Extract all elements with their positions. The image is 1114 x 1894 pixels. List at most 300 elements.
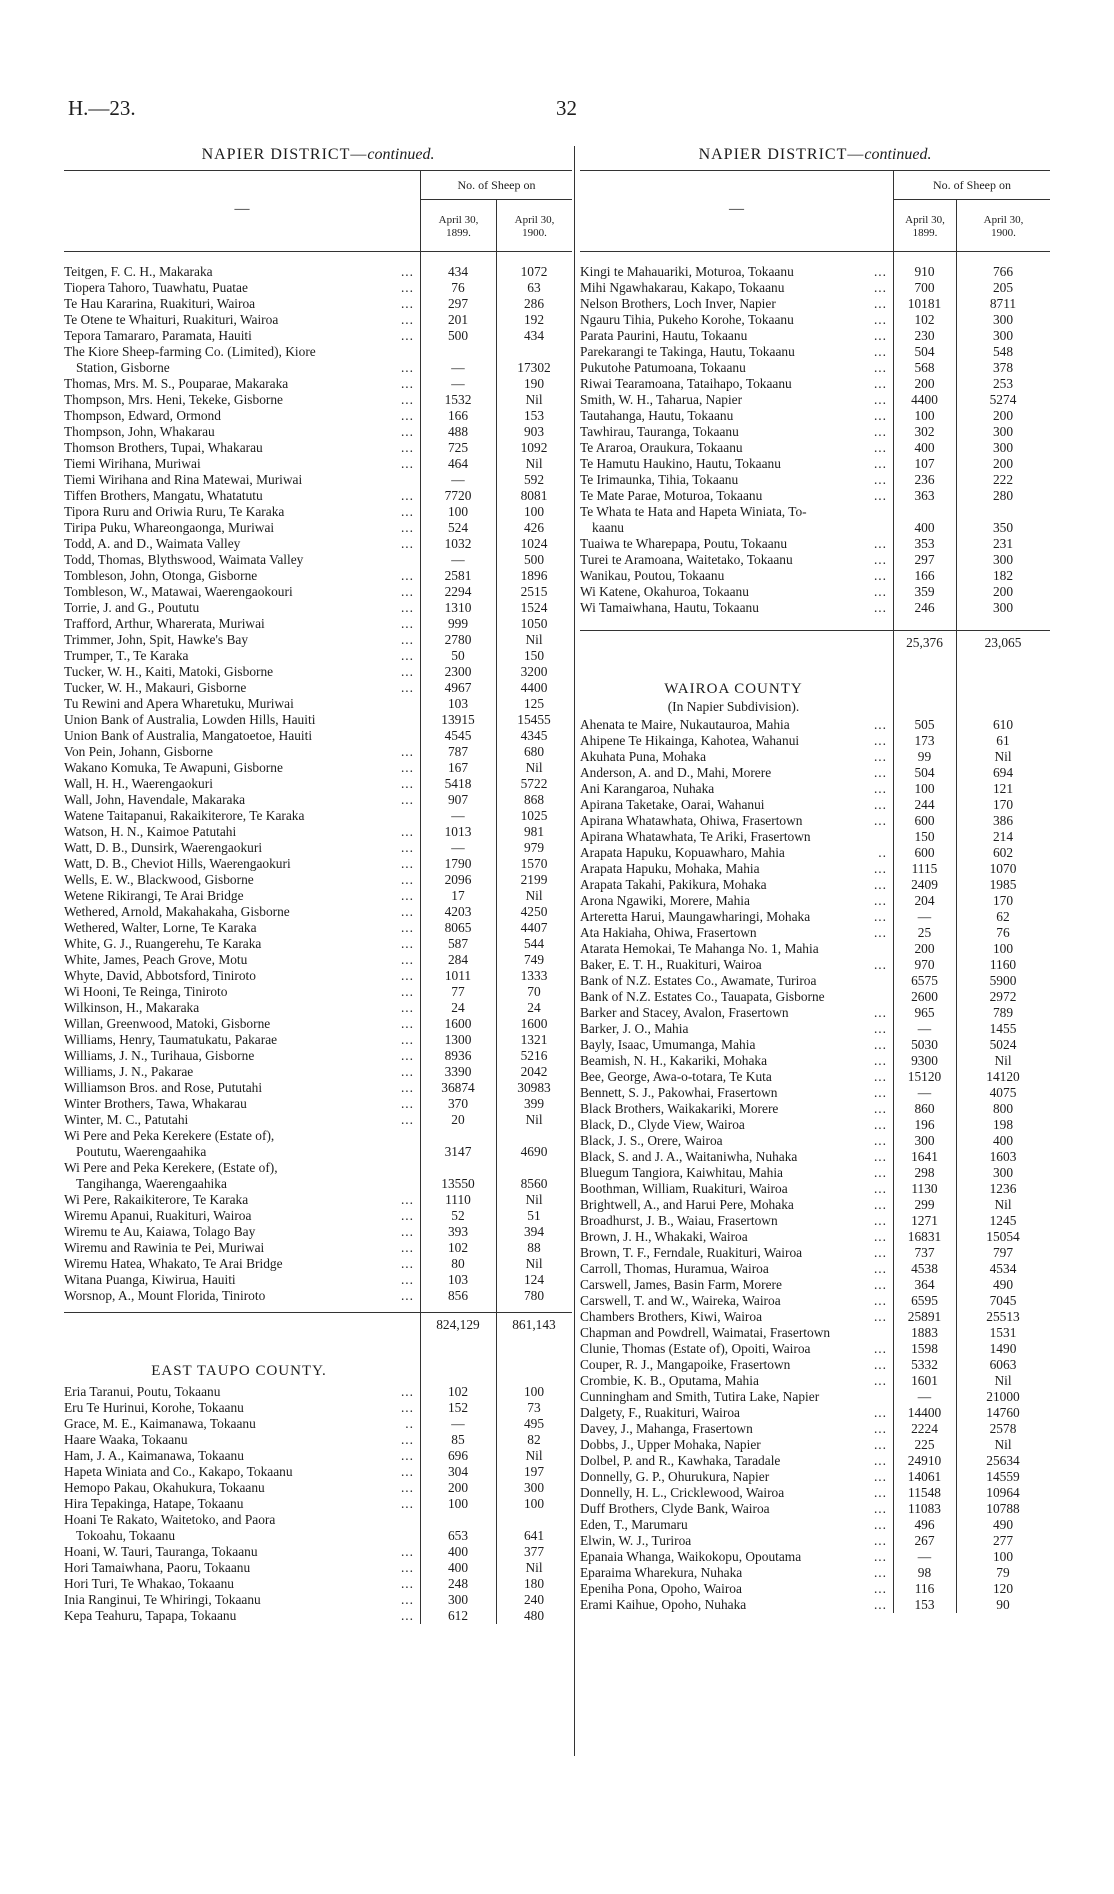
value-1900: 1160 xyxy=(989,957,1017,972)
value-1900: 100 xyxy=(523,1384,545,1399)
table-row xyxy=(64,888,572,904)
value-1900: Nil xyxy=(525,1112,543,1127)
row-name: Eria Taranui, Poutu, Tokaanu ... xyxy=(64,1384,414,1399)
table-row xyxy=(580,408,1050,424)
value-1899: 434 xyxy=(447,264,469,279)
value-1900: 24 xyxy=(527,1000,541,1015)
april-1900-header: April 30, 1900. xyxy=(496,200,572,251)
table-row xyxy=(64,712,572,728)
value-1900: 5274 xyxy=(989,392,1017,407)
value-1899: 5418 xyxy=(444,776,472,791)
value-1900: 182 xyxy=(992,568,1014,583)
value-1899: 116 xyxy=(914,1581,935,1596)
row-name: Riwai Tearamoana, Tataihapo, Tokaanu ... xyxy=(580,376,887,391)
row-name: Tombleson, John, Otonga, Gisborne ... xyxy=(64,568,414,583)
row-name: Hira Tepakinga, Hatape, Tokaanu ... xyxy=(64,1496,414,1511)
row-name: Brown, T. F., Ferndale, Ruakituri, Wairoa ... xyxy=(580,1245,887,1260)
table-row xyxy=(64,264,572,280)
value-1900: 300 xyxy=(992,440,1014,455)
row-name: Bluegum Tangiora, Kaiwhitau, Mahia ... xyxy=(580,1165,887,1180)
table-row xyxy=(580,552,1050,568)
table-row xyxy=(580,749,1050,765)
table-row xyxy=(580,584,1050,600)
value-1899: 1310 xyxy=(444,600,472,615)
value-1900: 170 xyxy=(992,797,1014,812)
value-1900: 4534 xyxy=(989,1261,1017,1276)
right-table-body xyxy=(580,252,1050,1613)
row-name: Thompson, John, Whakarau ... xyxy=(64,424,414,439)
value-1899: 464 xyxy=(447,456,469,471)
value-1900: 400 xyxy=(992,1133,1014,1148)
row-name: Parata Paurini, Hautu, Tokaanu ... xyxy=(580,328,887,343)
table-row xyxy=(64,632,572,648)
row-name: Akuhata Puna, Mohaka ... xyxy=(580,749,887,764)
value-1899: 100 xyxy=(447,504,469,519)
column-divider xyxy=(574,146,575,1756)
table-row xyxy=(580,1581,1050,1597)
value-1899: 300 xyxy=(914,1133,935,1148)
row-name: Bank of N.Z. Estates Co., Awamate, Turiroa xyxy=(580,973,893,989)
value-1899: 25 xyxy=(917,925,932,940)
table-row xyxy=(64,1208,572,1224)
value-1899: 1532 xyxy=(444,392,472,407)
row-name: Parekarangi te Takinga, Hautu, Tokaanu ... xyxy=(580,344,887,359)
value-1899: 100 xyxy=(914,408,935,423)
value-1900: 981 xyxy=(523,824,545,839)
row-name: Hoani Te Rakato, Waitetoko, and Paora Tokoahu, Tokaanu xyxy=(64,1512,420,1544)
value-1900: Nil xyxy=(994,1053,1012,1068)
value-1900: 592 xyxy=(523,472,545,487)
value-1900: 90 xyxy=(996,1597,1010,1612)
value-1899: 6595 xyxy=(911,1293,938,1308)
value-1900: 300 xyxy=(992,312,1014,327)
row-name: Baker, E. T. H., Ruakituri, Wairoa ... xyxy=(580,957,887,972)
value-1900: 548 xyxy=(992,344,1014,359)
value-1900: 1024 xyxy=(520,536,548,551)
value-1899: 77 xyxy=(451,984,465,999)
row-name: Arapata Hapuku, Kopuawharo, Mahia .. xyxy=(580,845,887,860)
value-1900: 2199 xyxy=(520,872,548,887)
value-1899: 52 xyxy=(451,1208,465,1223)
value-1899: 5030 xyxy=(911,1037,938,1052)
table-row xyxy=(580,344,1050,360)
value-1900: Nil xyxy=(994,1437,1012,1452)
table-row xyxy=(580,829,1050,845)
value-1900: 7045 xyxy=(989,1293,1017,1308)
value-1900: 610 xyxy=(992,717,1014,732)
value-1899: 587 xyxy=(447,936,469,951)
row-name: White, G. J., Ruangerehu, Te Karaka ... xyxy=(64,936,414,951)
value-1900: 680 xyxy=(523,744,545,759)
table-row xyxy=(580,813,1050,829)
row-name: Von Pein, Johann, Gisborne ... xyxy=(64,744,414,759)
row-name: Inia Ranginui, Te Whiringi, Tokaanu ... xyxy=(64,1592,414,1607)
value-1899: 13550 xyxy=(441,1176,475,1191)
header-dash: — xyxy=(729,201,744,217)
table-row xyxy=(64,904,572,920)
row-name: Black, D., Clyde View, Wairoa ... xyxy=(580,1117,887,1132)
table-row xyxy=(580,1485,1050,1501)
value-1899: 860 xyxy=(914,1101,935,1116)
value-1900: 8081 xyxy=(520,488,548,503)
value-1899: 200 xyxy=(447,1480,469,1495)
value-1900: 2578 xyxy=(989,1421,1017,1436)
value-1899: 370 xyxy=(447,1096,469,1111)
left-table-header xyxy=(64,170,572,252)
table-row xyxy=(64,1608,572,1624)
value-1899: — xyxy=(451,1416,465,1431)
row-name: Brown, J. H., Whakaki, Wairoa ... xyxy=(580,1229,887,1244)
value-1900: 378 xyxy=(992,360,1014,375)
value-1900: 88 xyxy=(527,1240,541,1255)
value-1899: 999 xyxy=(447,616,469,631)
table-row xyxy=(580,600,1050,616)
row-name: Davey, J., Mahanga, Frasertown ... xyxy=(580,1421,887,1436)
table-row xyxy=(580,1261,1050,1277)
value-1899: 298 xyxy=(914,1165,935,1180)
left-table-body xyxy=(64,252,572,1624)
value-1899: 1032 xyxy=(444,536,472,551)
table-row xyxy=(580,1549,1050,1565)
row-name: Atarata Hemokai, Te Mahanga No. 1, Mahia xyxy=(580,941,893,957)
value-1899: 103 xyxy=(447,696,469,711)
value-1899: 102 xyxy=(447,1384,469,1399)
value-1899: 103 xyxy=(447,1272,469,1287)
value-1899: 353 xyxy=(914,536,935,551)
value-1899: 98 xyxy=(917,1565,932,1580)
value-1899: 13915 xyxy=(441,712,475,727)
row-name: Wall, H. H., Waerengaokuri ... xyxy=(64,776,414,791)
value-1900: 1896 xyxy=(520,568,548,583)
row-name: Todd, A. and D., Waimata Valley ... xyxy=(64,536,414,551)
row-name: Turei te Aramoana, Waitetako, Tokaanu ... xyxy=(580,552,887,567)
value-1899: 2780 xyxy=(444,632,472,647)
value-1900: 8711 xyxy=(989,296,1017,311)
value-1899: 2224 xyxy=(911,1421,938,1436)
value-1900: 4690 xyxy=(520,1144,548,1159)
value-1899: 363 xyxy=(914,488,935,503)
value-1900: 170 xyxy=(992,893,1014,908)
total-1899: 824,129 xyxy=(436,1317,480,1332)
right-column-title: NAPIER DISTRICT—continued. xyxy=(698,146,932,163)
value-1900: 3200 xyxy=(520,664,548,679)
value-1900: 377 xyxy=(523,1544,545,1559)
value-1899: 167 xyxy=(447,760,469,775)
row-name: Watene Taitapanui, Rakaikiterore, Te Karaka xyxy=(64,808,420,824)
table-row xyxy=(580,1341,1050,1357)
table-row xyxy=(580,1053,1050,1069)
table-row xyxy=(580,1309,1050,1325)
value-1900: 386 xyxy=(992,813,1014,828)
value-1900: 979 xyxy=(523,840,545,855)
value-1899: 568 xyxy=(914,360,935,375)
row-name: Arteretta Harui, Maungawharingi, Mohaka ... xyxy=(580,909,887,924)
row-name: Wi Pere and Peka Kerekere (Estate of), Poututu, Waerengaahika xyxy=(64,1128,420,1160)
value-1900: 214 xyxy=(992,829,1014,844)
table-row xyxy=(64,392,572,408)
value-1900: 121 xyxy=(992,781,1014,796)
row-name: Wiremu Apanui, Ruakituri, Wairoa ... xyxy=(64,1208,414,1223)
table-row xyxy=(580,1197,1050,1213)
value-1900: 434 xyxy=(523,328,545,343)
table-row xyxy=(580,717,1050,733)
table-row xyxy=(580,797,1050,813)
value-1900: 1070 xyxy=(989,861,1017,876)
table-row xyxy=(64,1432,572,1448)
value-1900: 240 xyxy=(523,1592,545,1607)
table-row xyxy=(580,1069,1050,1085)
table-row xyxy=(64,808,572,824)
value-1899: 196 xyxy=(914,1117,935,1132)
table-row xyxy=(64,1544,572,1560)
value-1900: 1321 xyxy=(520,1032,548,1047)
table-row xyxy=(580,360,1050,376)
value-1899: 204 xyxy=(914,893,935,908)
table-row xyxy=(64,1112,572,1128)
value-1900: 200 xyxy=(992,584,1014,599)
value-1900: 76 xyxy=(996,925,1010,940)
table-row xyxy=(64,1576,572,1592)
row-name: Epeniha Pona, Opoho, Wairoa ... xyxy=(580,1581,887,1596)
row-name: Torrie, J. and G., Poututu ... xyxy=(64,600,414,615)
table-row xyxy=(580,1597,1050,1613)
table-row xyxy=(64,1416,572,1432)
value-1899: 524 xyxy=(447,520,469,535)
table-row xyxy=(580,765,1050,781)
row-name: Dalgety, F., Ruakituri, Wairoa ... xyxy=(580,1405,887,1420)
row-name: Epanaia Whanga, Waikokopu, Opoutama ... xyxy=(580,1549,887,1564)
table-row xyxy=(64,616,572,632)
total-1900: 23,065 xyxy=(984,635,1022,650)
table-row xyxy=(64,936,572,952)
right-table-header xyxy=(580,170,1050,252)
value-1899: 4545 xyxy=(444,728,472,743)
value-1900: 14760 xyxy=(986,1405,1020,1420)
row-name: Te Hamutu Haukino, Hautu, Tokaanu ... xyxy=(580,456,887,471)
value-1900: 280 xyxy=(992,488,1014,503)
value-1900: 153 xyxy=(523,408,545,423)
value-1899: 230 xyxy=(914,328,935,343)
row-name: Wi Hooni, Te Reinga, Tiniroto ... xyxy=(64,984,414,999)
sheep-count-header: No. of Sheep on xyxy=(893,171,1050,200)
value-1899: 600 xyxy=(914,845,935,860)
value-1900: 1025 xyxy=(520,808,548,823)
row-name: Tiopera Tahoro, Tuawhatu, Puatae ... xyxy=(64,280,414,295)
table-row xyxy=(580,536,1050,552)
value-1900: 868 xyxy=(523,792,545,807)
row-name: Wanikau, Poutou, Tokaanu ... xyxy=(580,568,887,583)
value-1899: 76 xyxy=(451,280,465,295)
value-1900: 5900 xyxy=(989,973,1017,988)
value-1899: 1130 xyxy=(911,1181,938,1196)
row-name: Erami Kaihue, Opoho, Nuhaka ... xyxy=(580,1597,887,1612)
table-row xyxy=(64,376,572,392)
header-dash: — xyxy=(234,201,250,217)
table-row xyxy=(64,856,572,872)
value-1900: 25513 xyxy=(986,1309,1020,1324)
value-1900: 1050 xyxy=(520,616,548,631)
table-row xyxy=(64,1592,572,1608)
row-name: Watt, D. B., Cheviot Hills, Waerengaokuri ... xyxy=(64,856,414,871)
value-1899: 6575 xyxy=(911,973,938,988)
row-name: Trimmer, John, Spit, Hawke's Bay ... xyxy=(64,632,414,647)
table-row xyxy=(64,520,572,536)
table-row xyxy=(64,1032,572,1048)
row-name: Boothman, William, Ruakituri, Wairoa ... xyxy=(580,1181,887,1196)
value-1900: 480 xyxy=(523,1608,545,1623)
table-row xyxy=(580,1101,1050,1117)
table-row xyxy=(64,1272,572,1288)
row-name: Todd, Thomas, Blythswood, Waimata Valley xyxy=(64,552,420,568)
row-name: Carroll, Thomas, Huramua, Wairoa ... xyxy=(580,1261,887,1276)
row-name: Tautahanga, Hautu, Tokaanu ... xyxy=(580,408,887,423)
row-name: Arapata Takahi, Pakikura, Mohaka ... xyxy=(580,877,887,892)
row-name: Arona Ngawiki, Morere, Mahia ... xyxy=(580,893,887,908)
value-1899: 102 xyxy=(447,1240,469,1255)
value-1899: 8936 xyxy=(444,1048,472,1063)
row-name: Duff Brothers, Clyde Bank, Wairoa ... xyxy=(580,1501,887,1516)
value-1900: 4250 xyxy=(520,904,548,919)
row-name: Bee, George, Awa-o-totara, Te Kuta ... xyxy=(580,1069,887,1084)
value-1900: 1490 xyxy=(989,1341,1017,1356)
table-row xyxy=(580,1245,1050,1261)
row-name: Ahenata te Maire, Nukautauroa, Mahia ... xyxy=(580,717,887,732)
row-name: Ahipene Te Hikainga, Kahotea, Wahanui ... xyxy=(580,733,887,748)
value-1899: 1115 xyxy=(911,861,938,876)
value-1900: 399 xyxy=(523,1096,545,1111)
value-1899: 25891 xyxy=(907,1309,942,1324)
value-1900: 544 xyxy=(523,936,545,951)
table-row xyxy=(580,424,1050,440)
value-1900: 62 xyxy=(996,909,1010,924)
row-name: Anderson, A. and D., Mahi, Morere ... xyxy=(580,765,887,780)
row-name: Wetene Rikirangi, Te Arai Bridge ... xyxy=(64,888,414,903)
table-row xyxy=(64,1448,572,1464)
value-1900: 1092 xyxy=(520,440,548,455)
value-1899: 24910 xyxy=(907,1453,942,1468)
row-name: Dolbel, P. and R., Kawhaka, Taradale ... xyxy=(580,1453,887,1468)
value-1900: 903 xyxy=(523,424,545,439)
row-name: Thompson, Mrs. Heni, Tekeke, Gisborne ... xyxy=(64,392,414,407)
row-name: Eden, T., Marumaru ... xyxy=(580,1517,887,1532)
row-name: Witana Puanga, Kiwirua, Hauiti ... xyxy=(64,1272,414,1287)
table-row xyxy=(64,776,572,792)
value-1900: 17302 xyxy=(517,360,551,375)
row-name: Union Bank of Australia, Lowden Hills, Hauiti xyxy=(64,712,420,728)
table-row xyxy=(64,1400,572,1416)
table-row xyxy=(64,760,572,776)
row-name: Tepora Tamararo, Paramata, Hauiti ... xyxy=(64,328,414,343)
value-1899: — xyxy=(451,376,465,391)
row-name: Broadhurst, J. B., Waiau, Frasertown ... xyxy=(580,1213,887,1228)
row-name: Carswell, James, Basin Farm, Morere ... xyxy=(580,1277,887,1292)
value-1900: 15054 xyxy=(986,1229,1020,1244)
value-1899: 2581 xyxy=(444,568,472,583)
row-name: Wethered, Arnold, Makahakaha, Gisborne ... xyxy=(64,904,414,919)
table-row xyxy=(580,1229,1050,1245)
row-name: Tucker, W. H., Kaiti, Matoki, Gisborne ... xyxy=(64,664,414,679)
table-row xyxy=(580,1405,1050,1421)
row-name: Donnelly, H. L., Cricklewood, Wairoa ... xyxy=(580,1485,887,1500)
value-1900: Nil xyxy=(994,749,1012,764)
row-name: Williams, J. N., Turihaua, Gisborne ... xyxy=(64,1048,414,1063)
table-row xyxy=(580,1005,1050,1021)
value-1899: 600 xyxy=(914,813,935,828)
table-row xyxy=(64,840,572,856)
table-row xyxy=(64,456,572,472)
table-row xyxy=(64,344,572,376)
table-row xyxy=(64,696,572,712)
value-1899: 7720 xyxy=(444,488,472,503)
value-1899: 393 xyxy=(447,1224,469,1239)
row-name: Wethered, Walter, Lorne, Te Karaka ... xyxy=(64,920,414,935)
table-row xyxy=(64,328,572,344)
value-1899: 300 xyxy=(447,1592,469,1607)
value-1899: 1110 xyxy=(445,1192,471,1207)
value-1899: 16831 xyxy=(907,1229,942,1244)
value-1900: 190 xyxy=(523,376,545,391)
page-number: 32 xyxy=(556,96,577,120)
value-1899: 248 xyxy=(447,1576,469,1591)
table-row xyxy=(580,1517,1050,1533)
value-1899: — xyxy=(451,552,465,567)
table-row xyxy=(580,1293,1050,1309)
table-row xyxy=(64,1480,572,1496)
value-1899: 2300 xyxy=(444,664,472,679)
value-1900: 300 xyxy=(992,424,1014,439)
row-name: Chapman and Powdrell, Waimatai, Frasertown xyxy=(580,1325,893,1341)
value-1899: 50 xyxy=(451,648,465,663)
row-name: Tuaiwa te Wharepapa, Poutu, Tokaanu ... xyxy=(580,536,887,551)
value-1899: 20 xyxy=(451,1112,465,1127)
total-1900: 861,143 xyxy=(512,1317,556,1332)
row-name: Te Whata te Hata and Hapeta Winiata, To- kaanu xyxy=(580,504,893,536)
row-name: Cunningham and Smith, Tutira Lake, Napier xyxy=(580,1389,893,1405)
row-name: Wi Pere, Rakaikiterore, Te Karaka ... xyxy=(64,1192,414,1207)
value-1899: 17 xyxy=(451,888,465,903)
value-1900: 124 xyxy=(523,1272,545,1287)
table-row xyxy=(580,568,1050,584)
row-name: Dobbs, J., Upper Mohaka, Napier ... xyxy=(580,1437,887,1452)
row-name: Elwin, W. J., Turiroa ... xyxy=(580,1533,887,1548)
row-name: Te Araroa, Oraukura, Tokaanu ... xyxy=(580,440,887,455)
row-name: Thompson, Edward, Ormond ... xyxy=(64,408,414,423)
row-name: Worsnop, A., Mount Florida, Tiniroto ... xyxy=(64,1288,414,1303)
value-1899: 4400 xyxy=(911,392,938,407)
row-name: Nelson Brothers, Loch Inver, Napier ... xyxy=(580,296,887,311)
row-name: Wells, E. W., Blackwood, Gisborne ... xyxy=(64,872,414,887)
value-1900: Nil xyxy=(525,1256,543,1271)
value-1900: 300 xyxy=(523,1480,545,1495)
value-1900: 277 xyxy=(992,1533,1014,1548)
value-1899: — xyxy=(917,1389,932,1404)
value-1900: 1333 xyxy=(520,968,548,983)
value-1900: 789 xyxy=(992,1005,1014,1020)
table-row xyxy=(580,456,1050,472)
value-1899: 910 xyxy=(914,264,935,279)
value-1900: 394 xyxy=(523,1224,545,1239)
value-1899: 267 xyxy=(914,1533,935,1548)
value-1900: 180 xyxy=(523,1576,545,1591)
value-1899: 5332 xyxy=(911,1357,938,1372)
table-row xyxy=(64,1000,572,1016)
value-1899: — xyxy=(451,360,465,375)
table-row xyxy=(580,957,1050,973)
value-1899: 99 xyxy=(917,749,932,764)
row-name: Grace, M. E., Kaimanawa, Tokaanu .. xyxy=(64,1416,414,1431)
value-1899: 2409 xyxy=(911,877,938,892)
value-1900: 73 xyxy=(527,1400,541,1415)
